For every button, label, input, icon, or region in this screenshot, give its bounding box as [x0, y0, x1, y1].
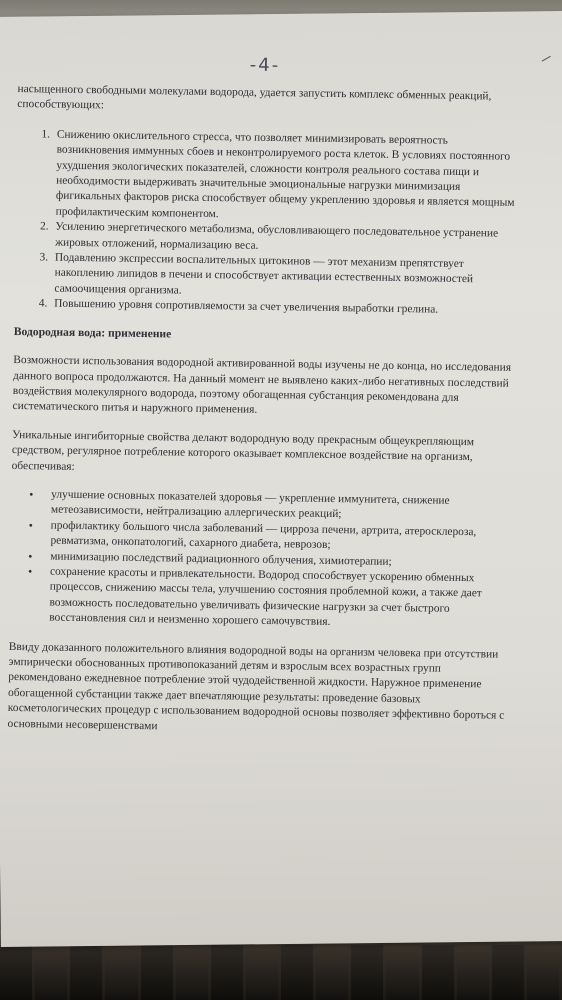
- list-item: • сохранение красоты и привлекательности. Водород способствует ускорению обменных процессов, снижению массы тела, улучшению состояния проблемной кожи, а также дает возможность последовательно увеличивать физические нагрузки за счет быстрого восстановления сил и неизменно хорошего самочувствия.: [49, 565, 510, 634]
- list-item: 3. Подавлению экспрессии воспалительных цитокинов — этот механизм препятствует накоплению липидов в печени и способствует активации естественных возможностей самоочищения организма.: [50, 251, 515, 305]
- intro-paragraph: насыщенного свободными молекулами водорода, удается запустить комплекс обменных реакций, способствующих:: [17, 82, 492, 112]
- page-number: -4-: [249, 54, 281, 77]
- section-heading: Водородная вода: применение: [13, 324, 172, 341]
- list-item: • минимизацию последствий радиационного облучения, химиотерапии;: [50, 549, 510, 572]
- list-item: 4. Повышению уровня сопротивляемости за счет увеличения выработки грелина.: [50, 297, 514, 320]
- bullet-list: [9, 487, 511, 633]
- list-item: 1. Снижению окислительного стресса, что позволяет минимизировать вероятность возникновения иммунных сбоев и неконтролируемого роста клеток. В условиях постоянного ухудшения экологических показателей, сложности контроля реального состава пищи и необходимости выдерживать значительные эмоциональные нагрузки минимизация фигикальных факторов риска способствует общему укреплению здоровья и является мощным профилактическим компонентом.: [52, 127, 517, 227]
- list-item: • профилактику большого числа заболеваний — цирроза печени, артрита, атеросклероза, ревматизма, онкопатологий, сахарного диабета, неврозов;: [50, 518, 510, 556]
- paragraph: Возможности использования водородной активированной воды изучены не до конца, но исследования данного вопроса продолжаются. На данный момент не выявлено каких-либо негативных последствий воздействия молекулярного водорода, поэтому обогащенная субстанция рекомендована для систематического питья и наружного применения.: [12, 354, 512, 417]
- list-item: 2. Усилению энергетического метаболизма, обусловливающего последовательное устранение жировых отложений, нормализацию веса.: [51, 220, 515, 258]
- paragraph: Ввиду доказанного положительного влияния водородной воды на организм человека при отсутствии эмпирически обоснованных противопоказаний детям и взрослым всех возрастных групп рекомендовано ежедневное потребление этой чудодейственной жидкости. Наружное применение обогащенной субстанции также дает впечатляющие результаты: проведение базовых косметологических процедур с использованием водородной основы позволяет эффективно бороться с основными несовершенствами: [7, 640, 505, 732]
- list-item: • улучшение основных показателей здоровья — укрепление иммунитета, снижение метеозависимости, нейтрализацию аллергических реакций;: [51, 488, 511, 526]
- numbered-list: [14, 127, 517, 320]
- document-body: [7, 54, 518, 753]
- paragraph: Уникальные ингибиторные свойства делают водородную воду прекрасным общеукрепляющим средством, регулярное потребление которого оказывает комплексное воздействие на организм, обеспечивая:: [11, 428, 475, 473]
- desk-stripes: [0, 945, 562, 1000]
